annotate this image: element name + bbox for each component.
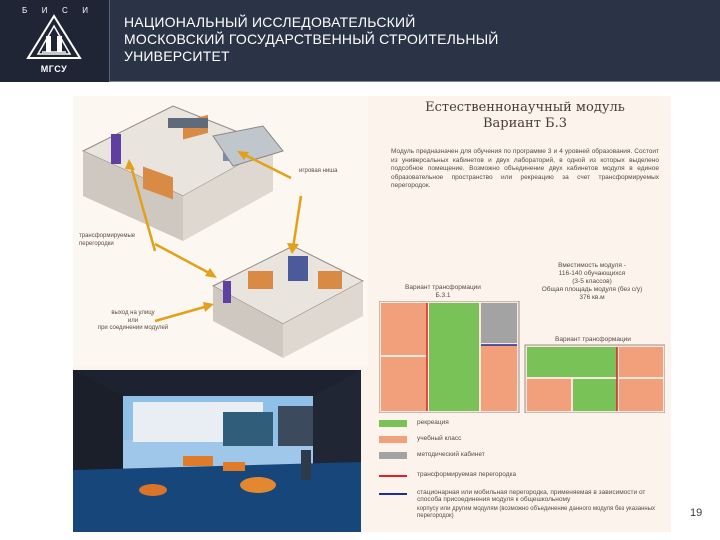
callout-play-area: игровая ниша (299, 168, 338, 174)
logo-letter: И (41, 6, 48, 15)
legend-item (379, 434, 667, 446)
module-poster (73, 96, 671, 532)
legend-label: методический кабинет (417, 451, 485, 458)
university-name (124, 14, 684, 65)
university-logo[interactable] (0, 0, 110, 82)
interior-render (73, 370, 361, 532)
university-name-line: УНИВЕРСИТЕТ (124, 48, 230, 64)
legend-label: рекреация (417, 419, 449, 426)
callout-exit: выход на улицу или при соединении модулей (97, 310, 169, 331)
callout-partitions: трансформируемые перегородки (79, 233, 136, 247)
module-description: Модуль предназначен для обучения по программе 3 и 4 уровней образования. Состоит из универсальных кабинетов и двух лабораторий, в одной из которых выделено подсобное помещение. Возможно объединение двух кабинетов модуля в единое образовательное пространство или рекреацию за счет трансформируемых перегородок. (391, 148, 659, 190)
floor-plans (379, 301, 665, 413)
floor-plan-variant-1 (379, 301, 519, 413)
university-name-line: НАЦИОНАЛЬНЫЙ ИССЛЕДОВАТЕЛЬСКИЙ (124, 14, 416, 30)
legend-label: учебный класс (417, 435, 462, 442)
header-divider (110, 81, 720, 82)
capacity-info: Вместимость модуля - 116-140 обучающихся (3-5 классов) Общая площадь модуля (без с/у) 376 кв.м (541, 262, 643, 301)
page-number: 19 (690, 507, 703, 519)
variant-label-1: Вариант трансформации Б.3.1 (405, 284, 481, 299)
legend-line (379, 493, 407, 495)
variant-label-2: Вариант трансформации (555, 336, 631, 343)
legend-swatch (379, 420, 407, 427)
logo-letter: И (82, 6, 88, 15)
legend-item (379, 418, 667, 430)
legend-swatch (379, 452, 407, 459)
poster-title (391, 100, 659, 132)
logo-emblem-icon (24, 14, 84, 64)
legend-item (379, 470, 667, 482)
legend-item (379, 488, 667, 504)
isometric-render (73, 96, 368, 366)
university-name-line: МОСКОВСКИЙ ГОСУДАРСТВЕННЫЙ СТРОИТЕЛЬНЫЙ (124, 31, 499, 47)
legend-swatch (379, 436, 407, 443)
logo-caption: МГСУ (40, 64, 68, 74)
poster-title-line: Вариант Б.3 (483, 116, 567, 131)
legend-label: трансформируемая перегородка (417, 471, 517, 478)
legend-item (379, 450, 667, 462)
interior-view-illustration (73, 370, 361, 532)
logo-letter: Б (22, 6, 28, 15)
poster-title-line: Естественнонаучный модуль (425, 100, 625, 115)
header-bar (0, 0, 720, 82)
floor-plan-variant-2 (525, 345, 665, 413)
legend-label: стационарная или мобильная перегородка, применяемая в зависимости от способа присоединения модуля к общешкольному (417, 489, 646, 504)
legend-note: корпусу или другим модулям (возможно объединение данного модуля без указанных перегородок) (417, 506, 656, 520)
legend-line (379, 475, 407, 477)
logo-letter: С (61, 6, 68, 15)
